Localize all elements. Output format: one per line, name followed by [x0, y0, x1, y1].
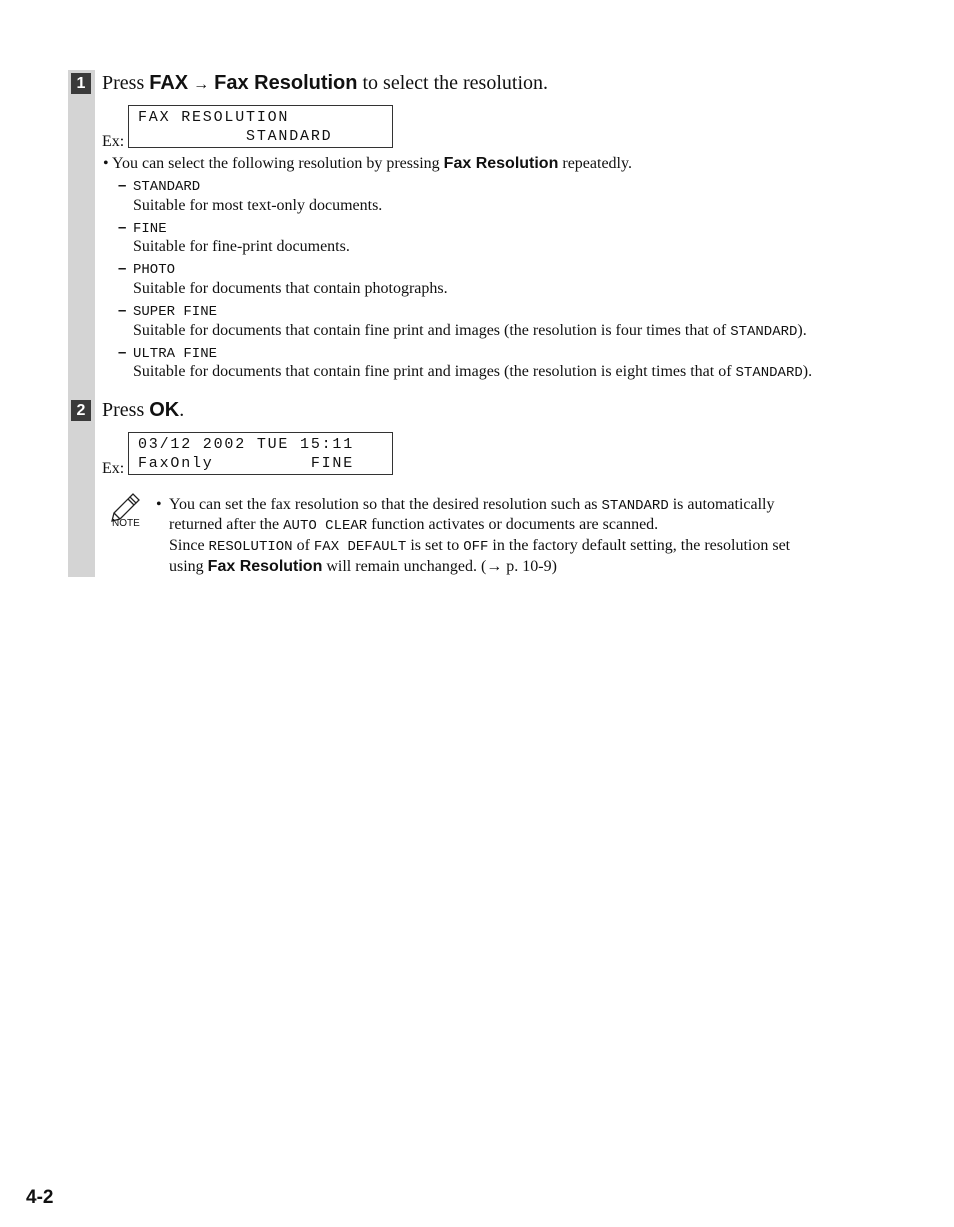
option-photo — [118, 260, 175, 279]
lcd-1-line-1: FAX RESOLUTION — [138, 109, 290, 126]
arrow-icon: → — [193, 76, 210, 93]
note-text-end: in the factory default setting, the resolution set — [488, 537, 791, 554]
option-name: STANDARD — [133, 179, 201, 195]
note-line-3 — [169, 536, 790, 557]
note-text: returned after the — [169, 516, 284, 533]
note-code: OFF — [463, 539, 489, 555]
note-text: of — [292, 537, 314, 554]
desc-code: STANDARD — [730, 324, 798, 340]
option-super-fine-desc — [133, 321, 807, 342]
option-name: ULTRA FINE — [133, 346, 218, 362]
step-2-title — [102, 399, 184, 422]
note-code: FAX DEFAULT — [313, 539, 407, 555]
option-ultra-fine-desc — [133, 362, 812, 383]
step-1-title — [102, 72, 548, 95]
resolution-options-intro — [103, 154, 632, 174]
dash-bullet: – — [118, 177, 127, 194]
desc-text-end: ). — [802, 363, 813, 380]
page-number: 4-2 — [26, 1187, 54, 1208]
lcd-display-1 — [128, 105, 393, 148]
note-code: RESOLUTION — [208, 539, 293, 555]
step-sidebar-bar — [68, 70, 95, 577]
dash-bullet: – — [118, 302, 127, 319]
desc-text: Suitable for documents that contain fine print and images (the resolution is eight times that of — [133, 363, 736, 380]
lcd-2-line-2: FaxOnly FINE — [138, 455, 355, 472]
option-standard — [118, 177, 200, 196]
dash-bullet: – — [118, 260, 127, 277]
note-text: You can set the fax resolution so that the desired resolution such as — [169, 496, 602, 513]
option-name: FINE — [133, 221, 167, 237]
option-standard-desc: Suitable for most text-only documents. — [133, 197, 383, 214]
option-name: SUPER FINE — [133, 304, 218, 320]
step-1-number: 1 — [71, 73, 91, 94]
step-1-rest-text: to select the resolution. — [357, 72, 549, 94]
option-ultra-fine — [118, 344, 217, 363]
intro-text: • You can select the following resolution by pressing — [103, 155, 444, 172]
step-1-press-text: Press — [102, 72, 150, 94]
fax-resolution-key-label: Fax Resolution — [207, 558, 323, 575]
desc-text: Suitable for documents that contain fine print and images (the resolution is four times that of — [133, 322, 731, 339]
option-name: PHOTO — [133, 262, 176, 278]
note-text: using — [169, 558, 208, 575]
example-label-1: Ex: — [102, 133, 125, 150]
example-label-2: Ex: — [102, 460, 125, 477]
note-code: STANDARD — [601, 498, 669, 514]
option-photo-desc: Suitable for documents that contain photographs. — [133, 280, 448, 297]
dash-bullet: – — [118, 219, 127, 236]
option-fine — [118, 219, 167, 238]
desc-code: STANDARD — [735, 365, 803, 381]
note-text-end: is automatically — [668, 496, 775, 513]
lcd-display-2 — [128, 432, 393, 475]
option-super-fine — [118, 302, 217, 321]
fax-resolution-key-label: Fax Resolution — [443, 155, 559, 172]
note-text: is set to — [406, 537, 464, 554]
period: . — [179, 399, 185, 421]
intro-text-end: repeatedly. — [558, 155, 632, 172]
step-2-press-text: Press — [102, 399, 150, 421]
note-line-2 — [169, 515, 658, 536]
note-text-end: function activates or documents are scanned. — [367, 516, 659, 533]
step-2-number: 2 — [71, 400, 91, 421]
note-text: Since — [169, 537, 209, 554]
fax-key-label: FAX — [149, 72, 189, 94]
note-line-4 — [169, 557, 557, 577]
fax-resolution-key-label: Fax Resolution — [214, 72, 358, 94]
lcd-2-line-1: 03/12 2002 TUE 15:11 — [138, 436, 355, 453]
note-line-1 — [169, 495, 774, 516]
note-bullet: • — [156, 496, 162, 513]
ok-key-label: OK — [149, 399, 180, 421]
lcd-1-line-2: STANDARD — [138, 128, 333, 145]
option-fine-desc: Suitable for fine-print documents. — [133, 238, 350, 255]
note-label: NOTE — [112, 518, 140, 529]
desc-text-end: ). — [797, 322, 807, 339]
dash-bullet: – — [118, 344, 127, 361]
note-code: AUTO CLEAR — [283, 518, 368, 534]
note-text-end: will remain unchanged. (→ p. 10-9) — [322, 558, 557, 575]
